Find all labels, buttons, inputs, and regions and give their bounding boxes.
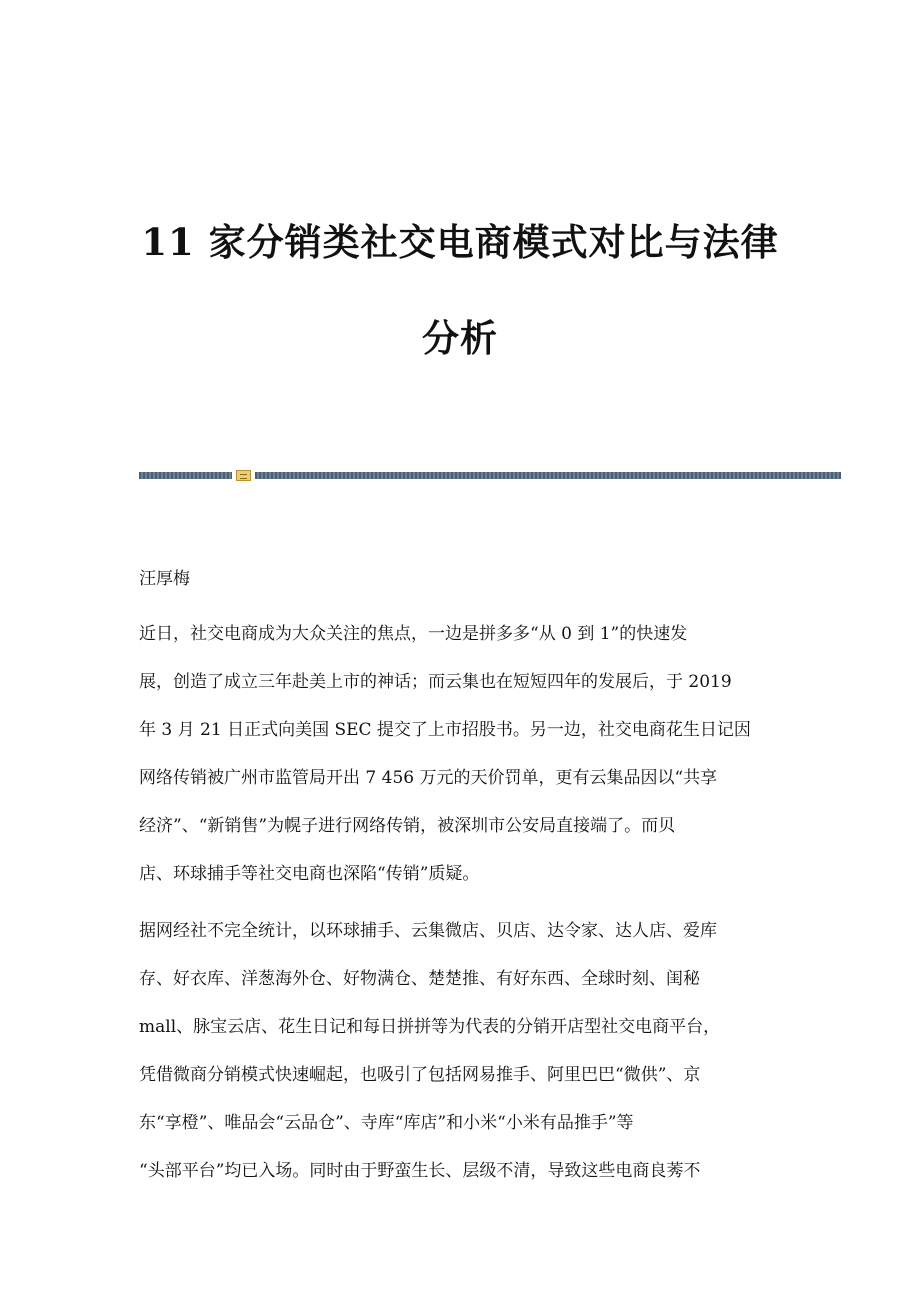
paragraph-line: 展，创造了成立三年赴美上市的神话；而云集也在短短四年的发展后，于 2019 xyxy=(139,672,732,692)
divider-bar-right xyxy=(255,472,841,479)
paragraph-1 xyxy=(139,623,779,911)
divider-ornament-icon xyxy=(236,470,251,481)
paragraph-line: 年 3 月 21 日正式向美国 SEC 提交了上市招股书。另一边，社交电商花生日记因 xyxy=(139,720,751,740)
paragraph-line: mall、脉宝云店、花生日记和每日拼拼等为代表的分销开店型社交电商平台， xyxy=(139,1017,721,1037)
author-name: 汪厚梅 xyxy=(139,569,190,589)
paragraph-line: “头部平台”均已入场。同时由于野蛮生长、层级不清，导致这些电商良莠不 xyxy=(139,1161,701,1181)
document-title-line-2: 分析 xyxy=(422,316,498,360)
paragraph-line: 网络传销被广州市监管局开出 7 456 万元的天价罚单，更有云集品因以“共享 xyxy=(139,768,718,788)
paragraph-line: 近日，社交电商成为大众关注的焦点，一边是拼多多“从 0 到 1”的快速发 xyxy=(139,624,688,644)
paragraph-line: 凭借微商分销模式快速崛起，也吸引了包括网易推手、阿里巴巴“微供”、京 xyxy=(139,1065,701,1085)
title-divider xyxy=(139,470,841,480)
paragraph-line: 存、好衣库、洋葱海外仓、好物满仓、楚楚推、有好东西、全球时刻、闺秘 xyxy=(139,969,700,989)
divider-bar-left xyxy=(139,472,232,479)
paragraph-line: 据网经社不完全统计，以环球捕手、云集微店、贝店、达令家、达人店、爱库 xyxy=(139,921,717,941)
paragraph-line: 经济”、“新销售”为幌子进行网络传销，被深圳市公安局直接端了。而贝 xyxy=(139,816,676,836)
paragraph-line: 店、环球捕手等社交电商也深陷“传销”质疑。 xyxy=(139,864,480,884)
paragraph-2 xyxy=(139,920,779,1208)
paragraph-line: 东“享橙”、唯品会“云品仓”、寺库“库店”和小米“小米有品推手”等 xyxy=(139,1113,634,1133)
document-title-line-1: 11 家分销类社交电商模式对比与法律 xyxy=(141,220,779,264)
